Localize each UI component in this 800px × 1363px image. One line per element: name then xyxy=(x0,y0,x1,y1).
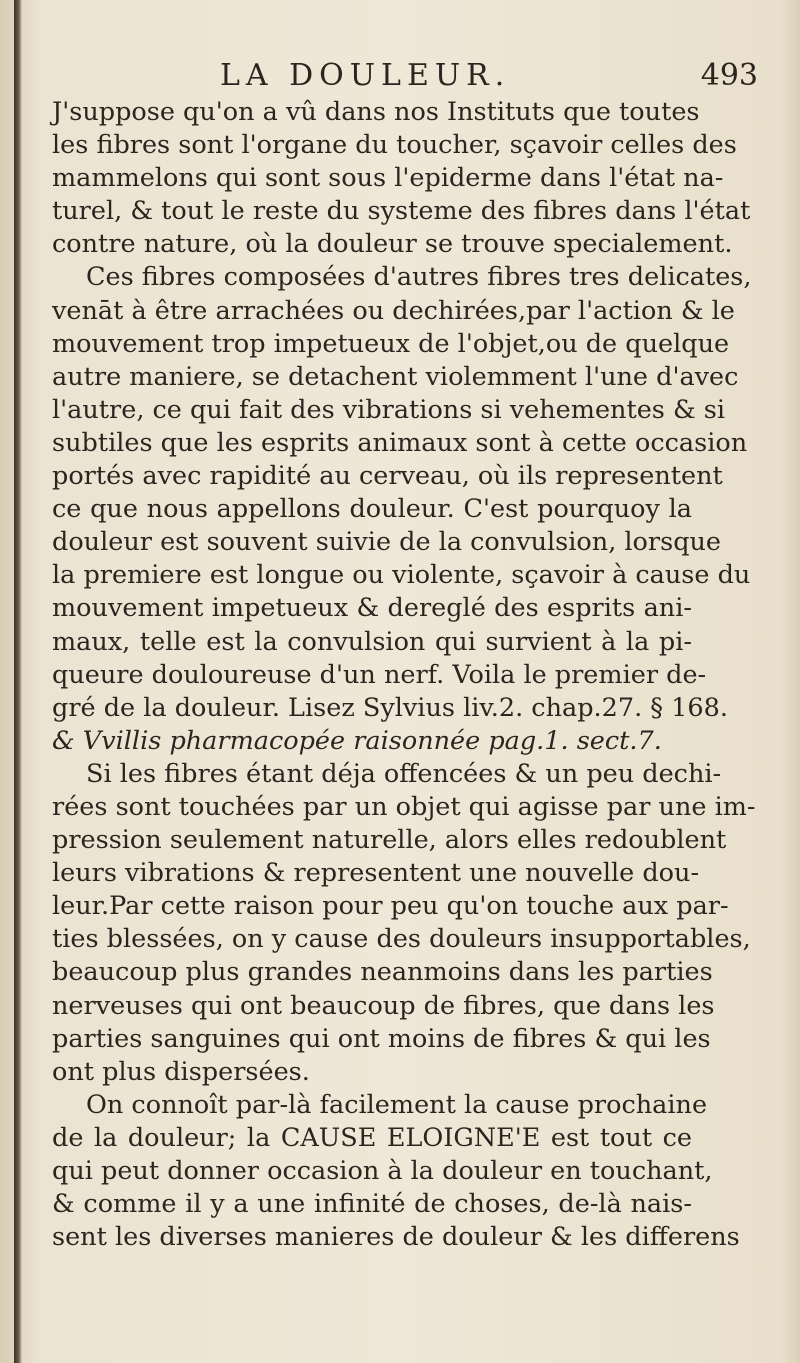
text-line: portés avec rapidité au cerveau, où ils representent xyxy=(52,461,723,492)
text-line: & comme il y a une infinité de choses, de-là nais- xyxy=(52,1189,692,1220)
text-line: Si les fibres étant déja offencées & un peu dechi- xyxy=(86,758,722,789)
text-line: contre nature, où la douleur se trouve specialement. xyxy=(52,229,733,260)
text-line: J'suppose qu'on a vû dans nos Instituts que toutes xyxy=(52,97,700,127)
text-line: leurs vibrations & representent une nouvelle dou- xyxy=(52,858,700,889)
text-line: beaucoup plus grandes neanmoins dans les parties xyxy=(52,957,713,988)
text-line: mouvement impetueux & dereglé des esprits ani- xyxy=(52,593,692,624)
text-line: qui peut donner occasion à la douleur en touchant, xyxy=(52,1156,713,1186)
text-line: ont plus dispersées. xyxy=(52,1056,310,1087)
binding-gutter xyxy=(14,0,22,1363)
text-line: maux, telle est la convulsion qui survient à la pi- xyxy=(52,626,692,657)
paragraph xyxy=(52,96,751,261)
text-line: la premiere est longue ou violente, sçavoir à cause du xyxy=(52,560,751,591)
text-line: pression seulement naturelle, alors elles redoublent xyxy=(52,825,727,856)
paragraph xyxy=(52,261,752,757)
text-line: sent les diverses manieres de douleur & les differens xyxy=(52,1222,740,1253)
text-line: gré de la douleur. Lisez Sylvius liv.2. chap.27. § 168. xyxy=(52,692,728,723)
text-line: ties blessées, on y cause des douleurs insupportables, xyxy=(52,924,751,955)
text-line: & Vvillis pharmacopée raisonnée pag.1. sect.7. xyxy=(52,725,662,756)
text-line: l'autre, ce qui fait des vibrations si vehementes & si xyxy=(52,394,726,425)
text-line: queure douloureuse d'un nerf. Voila le premier de- xyxy=(52,659,707,690)
text-line: ce que nous appellons douleur. C'est pourquoy la xyxy=(52,494,692,525)
running-head: LA DOULEUR. xyxy=(220,58,511,93)
text-line: autre maniere, se detachent violemment l'une d'avec xyxy=(52,361,739,392)
paragraph xyxy=(52,758,756,1089)
text-line: parties sanguines qui ont moins de fibres & qui les xyxy=(52,1023,711,1054)
text-line: de la douleur; la CAUSE ELOIGNE'E est tout ce xyxy=(52,1122,692,1153)
text-line: mammelons qui sont sous l'epiderme dans l'état na- xyxy=(52,163,724,194)
text-line: turel, & tout le reste du systeme des fibres dans l'état xyxy=(52,196,751,227)
text-line: Ces fibres composées d'autres fibres tres delicates, xyxy=(86,262,752,293)
text-line: On connoît par-là facilement la cause prochaine xyxy=(86,1089,708,1120)
text-line: subtiles que les esprits animaux sont à cette occasion xyxy=(52,427,748,458)
page-number: 493 xyxy=(700,58,758,93)
text-line: douleur est souvent suivie de la convulsion, lorsque xyxy=(52,527,722,558)
text-line: nerveuses qui ont beaucoup de fibres, que dans les xyxy=(52,990,715,1021)
text-line: venāt à être arrachées ou dechirées,par l'action & le xyxy=(52,295,735,326)
text-line: les fibres sont l'organe du toucher, sçavoir celles des xyxy=(52,130,737,161)
text-line: mouvement trop impetueux de l'objet,ou de quelque xyxy=(52,328,730,359)
text-line: rées sont touchées par un objet qui agisse par une im- xyxy=(52,791,756,822)
paragraph xyxy=(52,1089,740,1254)
text-line: leur.Par cette raison pour peu qu'on touche aux par- xyxy=(52,891,729,922)
body-text xyxy=(52,96,756,1254)
